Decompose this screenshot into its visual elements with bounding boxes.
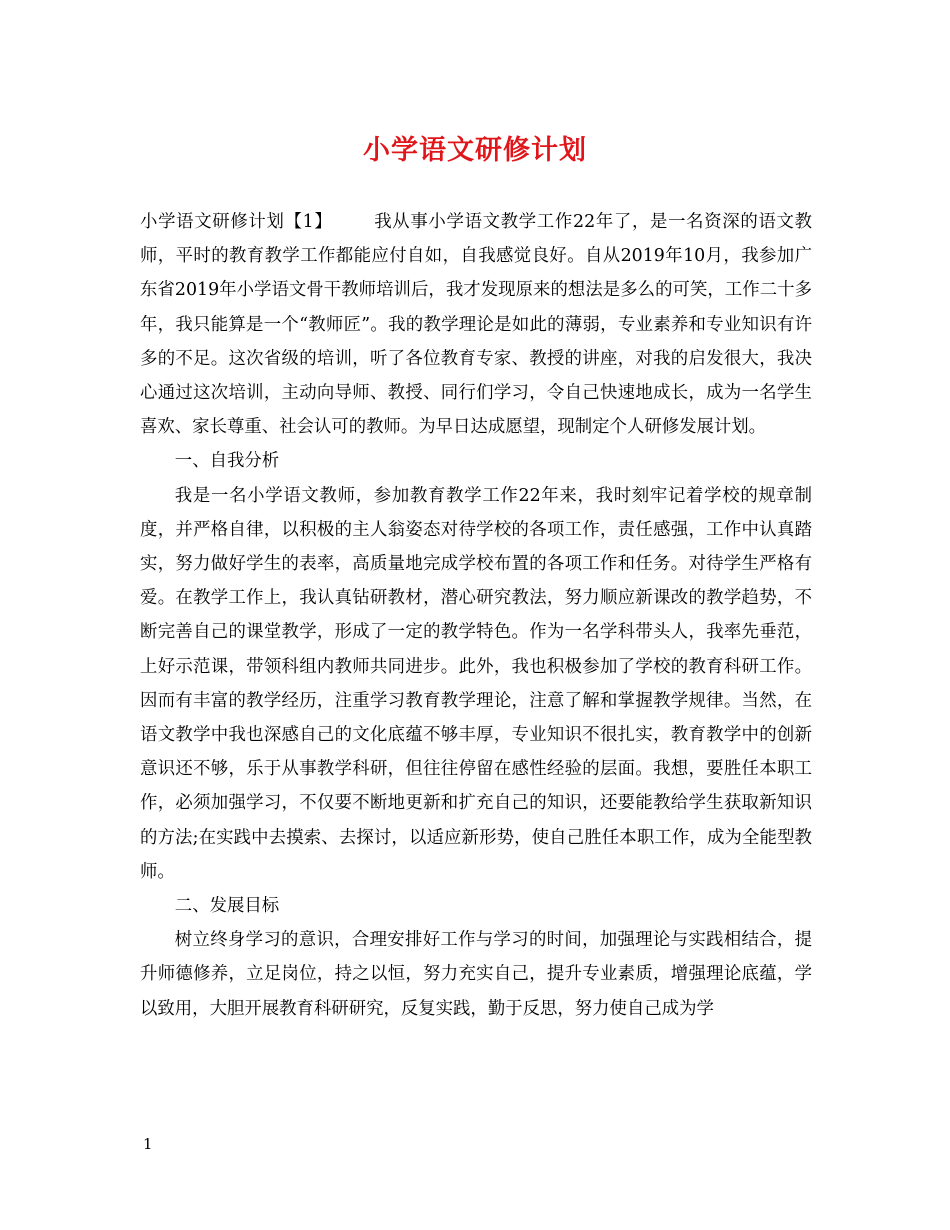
document-body bbox=[140, 205, 812, 1026]
intro-text: 我从事小学语文教学工作22年了，是一名资深的语文教师，平时的教育教学工作都能应付自如，自我感觉良好。自从2019年10月，我参加广东省2019年小学语文骨干教师培训后，我才发现原来的想法是多么的可笑，工作二十多年，我只能算是一个“教师匠”。我的教学理论是如此的薄弱，专业素养和专业知识有许多的不足。这次省级的培训，听了各位教育专家、教授的讲座，对我的启发很大，我决心通过这次培训，主动向导师、教授、同行们学习，令自己快速地成长，成为一名学生喜欢、家长尊重、社会认可的教师。为早日达成愿望，现制定个人研修发展计划。 bbox=[140, 212, 812, 438]
section-heading-development-goals: 二、发展目标 bbox=[174, 896, 280, 917]
section-text-self-analysis: 我是一名小学语文教师，参加教育教学工作22年来，我时刻牢记着学校的规章制度，并严格自律，以积极的主人翁姿态对待学校的各项工作，责任感强，工作中认真踏实，努力做好学生的表率，高质量地完成学校布置的各项工作和任务。对待学生严格有爱。在教学工作上，我认真钻研教材，潜心研究教法，努力顺应新课改的教学趋势，不断完善自己的课堂教学，形成了一定的教学特色。作为一名学科带头人，我率先垂范，上好示范课，带领科组内教师共同进步。此外，我也积极参加了学校的教育科研工作。因而有丰富的教学经历，注重学习教育教学理论，注意了解和掌握教学规律。当然，在语文教学中我也深感自己的文化底蕴不够丰厚，专业知识不很扎实，教育教学中的创新意识还不够，乐于从事教学科研，但往往停留在感性经验的层面。我想，要胜任本职工作，必须加强学习，不仅要不断地更新和扩充自己的知识，还要能教给学生获取新知识的方法;在实践中去摸索、去探讨，以适应新形势，使自己胜任本职工作，成为全能型教师。 bbox=[140, 485, 812, 882]
page-number: 1 bbox=[143, 1135, 153, 1153]
intro-paragraph bbox=[140, 205, 812, 444]
section-heading-self-analysis: 一、自我分析 bbox=[174, 451, 280, 472]
intro-heading: 小学语文研修计划【1】 bbox=[140, 212, 333, 232]
section-text-development-goals: 树立终身学习的意识，合理安排好工作与学习的时间，加强理论与实践相结合，提升师德修养，立足岗位，持之以恒，努力充实自己，提升专业素质，增强理论底蕴，学以致用，大胆开展教育科研研究，反复实践，勤于反思，努力使自己成为学 bbox=[140, 930, 812, 1019]
document-title: 小学语文研修计划 bbox=[363, 135, 587, 166]
